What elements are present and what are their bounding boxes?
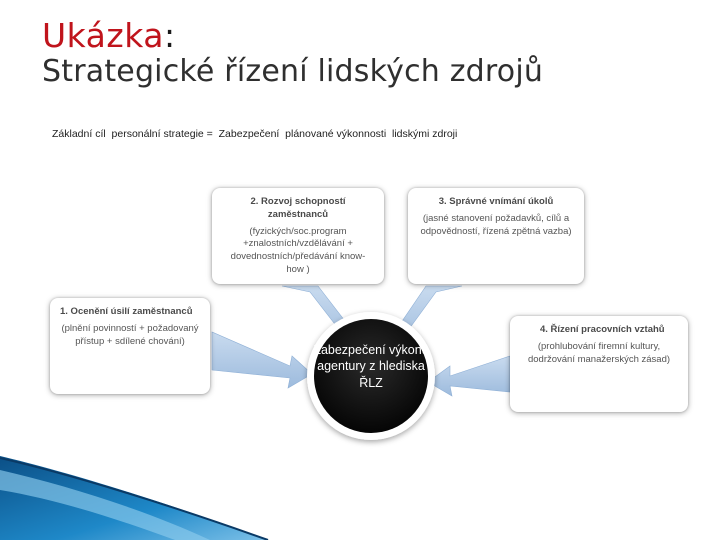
center-label: Zabezpečení výkonu agentury z hlediska ŘLZ bbox=[313, 343, 429, 390]
subtitle: Základní cíl personální strategie = Zabezpečení plánované výkonnosti lidskými zdroji bbox=[52, 128, 458, 140]
box-3-body: (jasné stanovení požadavků, cílů a odpovědností, řízená zpětná vazba) bbox=[420, 212, 572, 237]
box-2-body: (fyzických/soc.program +znalostních/vzdělávání + dovednostních/předávání know-how ) bbox=[230, 225, 366, 276]
box-3-heading: 3. Správné vnímání úkolů bbox=[438, 196, 554, 207]
box-work-relations bbox=[510, 316, 688, 412]
title-line-2: Strategické řízení lidských zdrojů bbox=[42, 53, 544, 89]
box-skills-development bbox=[212, 188, 384, 284]
box-4-heading: 4. Řízení pracovních vztahů bbox=[540, 324, 665, 335]
title-line-1: Ukázka: bbox=[42, 16, 176, 55]
box-1-body: (plnění povinností + požadovaný přístup + sdílené chování) bbox=[61, 322, 199, 347]
box-task-perception bbox=[408, 188, 584, 284]
box-4-body: (prohlubování firemní kultury, dodržování manažerských zásad) bbox=[527, 340, 671, 365]
box-2-heading: 2. Rozvoj schopností zaměstnanců bbox=[250, 196, 346, 220]
arrow-from-box-1 bbox=[212, 332, 312, 388]
box-1-heading: 1. Ocenění úsilí zaměstnanců bbox=[60, 306, 193, 317]
arrow-from-box-4 bbox=[428, 356, 510, 396]
box-effort-appreciation bbox=[50, 298, 210, 394]
